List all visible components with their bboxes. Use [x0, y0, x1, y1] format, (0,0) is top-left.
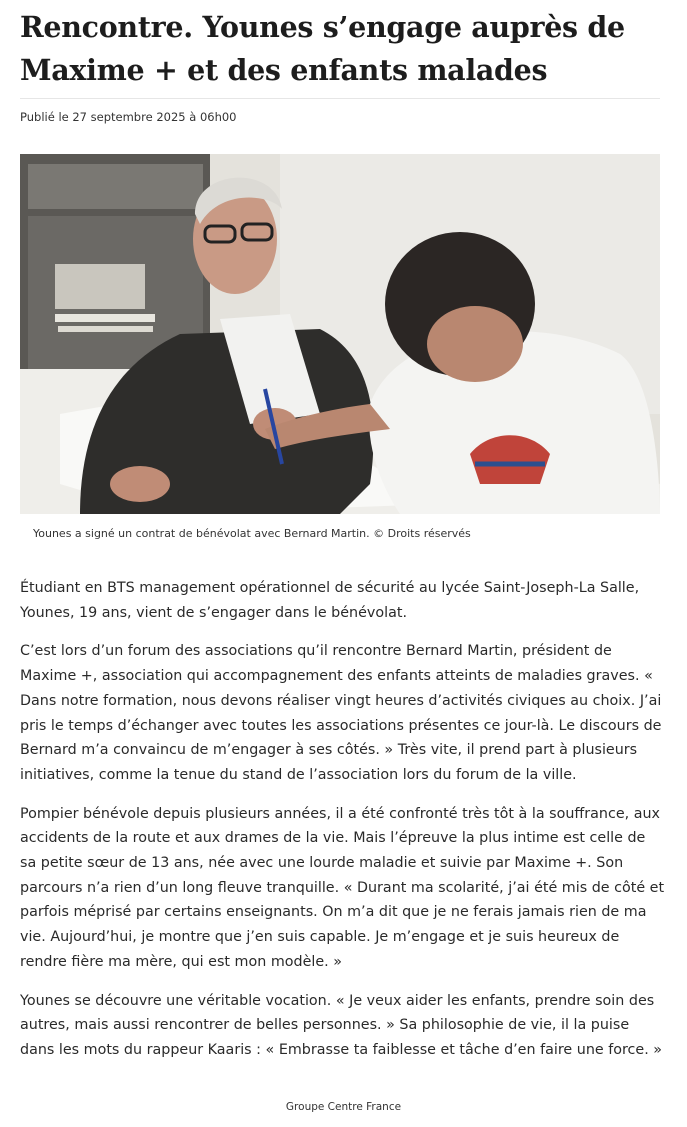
- paragraph: C’est lors d’un forum des associations qu’il rencontre Bernard Martin, président de Maxime +, association qui accompagnement des enfants atteints de maladies graves. « Dans notre formation, nous devons réaliser vingt heures d’activités civiques au choix. J’ai pris le temps d’échanger avec toutes les associations présentes ce jour-là. Le discours de Bernard m’a convaincu de m’engager à ses côtés. » Très vite, il prend part à plusieurs initiatives, comme la tenue du stand de l’association lors du forum de la ville.: [20, 643, 662, 783]
- publish-date: Publié le 27 septembre 2025 à 06h00: [20, 110, 237, 124]
- article-body: [20, 576, 665, 1077]
- footer-source: Groupe Centre France: [285, 1101, 402, 1113]
- paragraph: Younes se découvre une véritable vocation. « Je veux aider les enfants, prendre soin des autres, mais aussi rencontrer de belles personnes. » Sa philosophie de vie, il la puise dans les mots du rappeur Kaaris : « Embrasse ta faiblesse et tâche d’en faire une force. »: [20, 992, 663, 1058]
- photo-caption: Younes a signé un contrat de bénévolat avec Bernard Martin. © Droits réservés: [33, 527, 471, 540]
- paragraph: Étudiant en BTS management opérationnel de sécurité au lycée Saint-Joseph-La Salle, Younes, 19 ans, vient de s’engager dans le bénévolat.: [20, 580, 640, 621]
- paragraph: Pompier bénévole depuis plusieurs années, il a été confronté très tôt à la souffrance, aux accidents de la route et aux drames de la vie. Mais l’épreuve la plus intime est celle de sa petite sœur de 13 ans, née avec une lourde maladie et suivie par Maxime +. Son parcours n’a rien d’un long fleuve tranquille. « Durant ma scolarité, j’ai été mis de côté et parfois méprisé par certains enseignants. On m’a dit que je ne ferais jamais rien de ma vie. Aujourd’hui, je montre que j’en suis capable. Je m’engage et je suis heureux de rendre fière ma mère, qui est mon modèle. »: [20, 805, 665, 970]
- article-photo: [20, 154, 660, 514]
- photo-man-hand: [110, 466, 170, 502]
- article-title: Rencontre. Younes s’engage auprès de Maxime + et des enfants malades: [20, 10, 625, 87]
- photo-image: [20, 154, 660, 514]
- divider: [20, 98, 660, 99]
- photo-young-man-face: [427, 306, 523, 382]
